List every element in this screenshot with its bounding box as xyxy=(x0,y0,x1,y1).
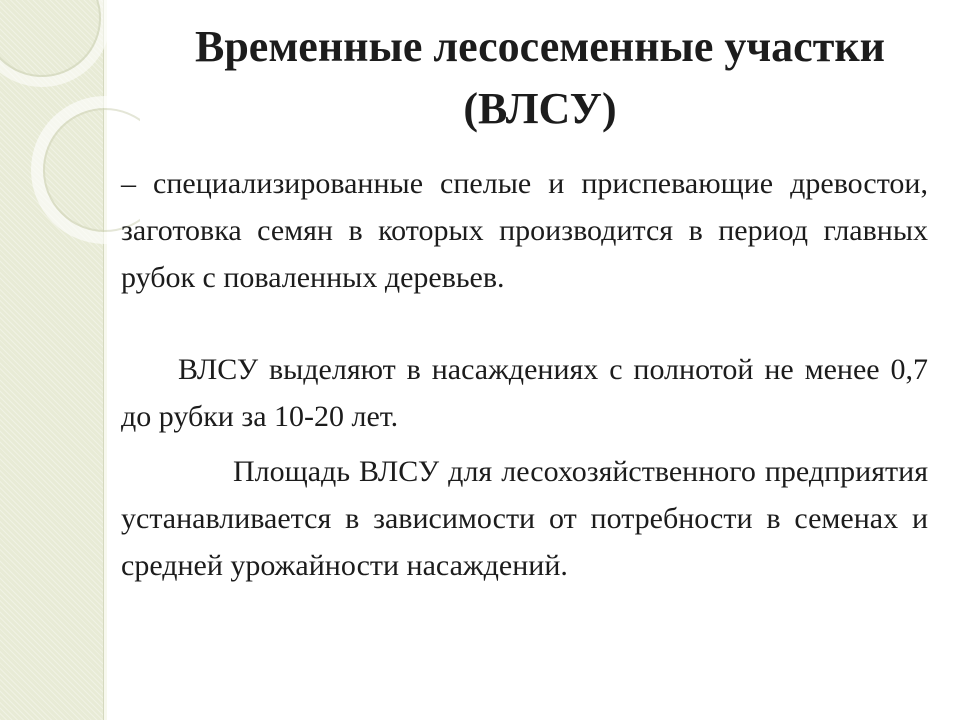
selection-paragraph: ВЛСУ выделяют в насаждениях с полнотой не менее 0,7 до рубки за 10-20 лет. xyxy=(121,353,928,433)
slide-title: Временные лесосеменные участки (ВЛСУ) xyxy=(194,22,886,133)
area-paragraph: Площадь ВЛСУ для лесохозяйственного предприятия устанавливается в зависимости от потребности в семенах и средней урожайности насаждений. xyxy=(121,455,928,582)
definition-paragraph: – специализированные спелые и приспевающие древостои, заготовка семян в которых производится в период главных рубок с поваленных деревьев. xyxy=(121,167,928,294)
decorative-rings xyxy=(0,0,140,260)
